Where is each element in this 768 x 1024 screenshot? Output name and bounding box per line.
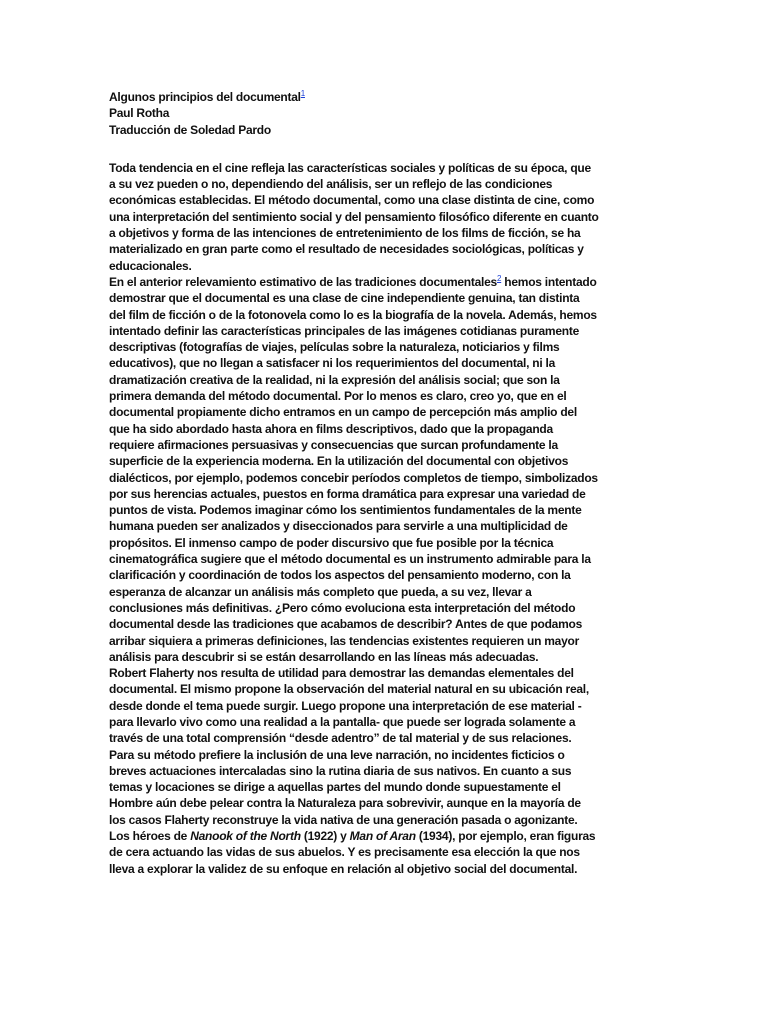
footnote-link-2[interactable]: 2: [496, 273, 502, 283]
paragraph-3: [109, 665, 599, 877]
paragraph-3-text-a: Robert Flaherty nos resulta de utilidad para demostrar las demandas elementales del documental. El mismo propone la observación del material natural en su ubicación real, desde donde el tema puede surgir. Luego propone una interpretación de ese material -para llevarlo vivo como una realidad a la pantalla- que puede ser lograda solamente a través de una total comprensión “desde adentro” de tal material y de sus relaciones. Para su método prefiere la inclusión de una leve narración, no incidentes ficticios o breves actuaciones intercaladas sino la rutina diaria de sus nativos. En cuanto a sus temas y locaciones se dirige a aquellas partes del mundo donde supuestamente el Hombre aún debe pelear contra la Naturaleza para sobrevivir, aunque en la mayoría de los casos Flaherty reconstruye la vida nativa de una generación pasada o agonizante. Los héroes de: [109, 666, 589, 844]
title-text: Algunos principios del documental: [109, 90, 301, 104]
paragraph-3-text-b: (1922) y: [300, 829, 350, 844]
translator-credit: Traducción de Soledad Pardo: [109, 122, 271, 137]
paragraph-2-text-a: En el anterior relevamiento estimativo de las tradiciones documentales: [109, 274, 497, 289]
paragraph-3-text-c: (1934), por ejemplo, eran figuras de cera actuando las vidas de sus abuelos. Y es precisamente esa elección la que nos lleva a explorar la validez de su enfoque en relación al objetivo social del documental.: [109, 829, 596, 876]
film-title-nanook: Nanook of the North: [190, 829, 301, 844]
header-spacer: [109, 138, 599, 160]
paragraph-2: [109, 274, 599, 665]
author-name: Paul Rotha: [109, 106, 170, 121]
film-title-man-of-aran: Man of Aran: [349, 829, 416, 844]
footnote-link-1[interactable]: 1: [300, 89, 305, 98]
document-title: [109, 89, 599, 105]
paragraph-2-text-b: hemos intentado demostrar que el documental es una clase de cine independiente genuina, tan distinta del film de ficción o de la fotonovela como lo es la biografía de la novela. Además, hemos intentado definir las características principales de las imágenes cotidianas puramente descriptivas (fotografías de viajes, películas sobre la naturaleza, noticiarios y films educativos), que no llegan a satisfacer ni los requerimientos del documental, ni la dramatización creativa de la realidad, ni la expresión del análisis social; que son la primera demanda del método documental. Por lo menos es claro, creo yo, que en el documental propiamente dicho entramos en un campo de percepción más amplio del que ha sido abordado hasta ahora en films descriptivos, dado que la propaganda requiere afirmaciones persuasivas y consecuencias que surcan profundamente la superficie de la experiencia moderna. En la utilización del documental con objetivos dialécticos, por ejemplo, podemos concebir períodos completos de tiempo, simbolizados por sus herencias actuales, puestos en forma dramática para expresar una variedad de puntos de vista. Podemos imaginar cómo los sentimientos fundamentales de la mente humana pueden ser analizados y diseccionados para servirle a una multiplicidad de propósitos. El inmenso campo de poder discursivo que fue posible por la técnica cinematográfica sugiere que el método documental es un instrumento admirable para la clarificación y coordinación de todos los aspectos del pensamiento moderno, con la esperanza de alcanzar un análisis más completo que pueda, a su vez, llevar a conclusiones más definitivas. ¿Pero cómo evoluciona esta interpretación del método documental desde las tradiciones que acabamos de describir? Antes de que podamos arribar siquiera a primeras definiciones, las tendencias existentes requieren un mayor análisis para descubrir si se están desarrollando en las líneas más adecuadas.: [109, 274, 598, 664]
document-body: [109, 89, 599, 877]
paragraph-1: Toda tendencia en el cine refleja las características sociales y políticas de su época, que a su vez pueden o no, dependiendo del análisis, ser un reflejo de las condiciones económicas establecidas. El método documental, como una clase distinta de cine, como una interpretación del sentimiento social y del pensamiento filosófico diferente en cuanto a objetivos y forma de las intenciones de entretenimiento de los films de ficción, se ha materializado en gran parte como el resultado de necesidades sociológicas, políticas y educacionales.: [109, 160, 599, 273]
